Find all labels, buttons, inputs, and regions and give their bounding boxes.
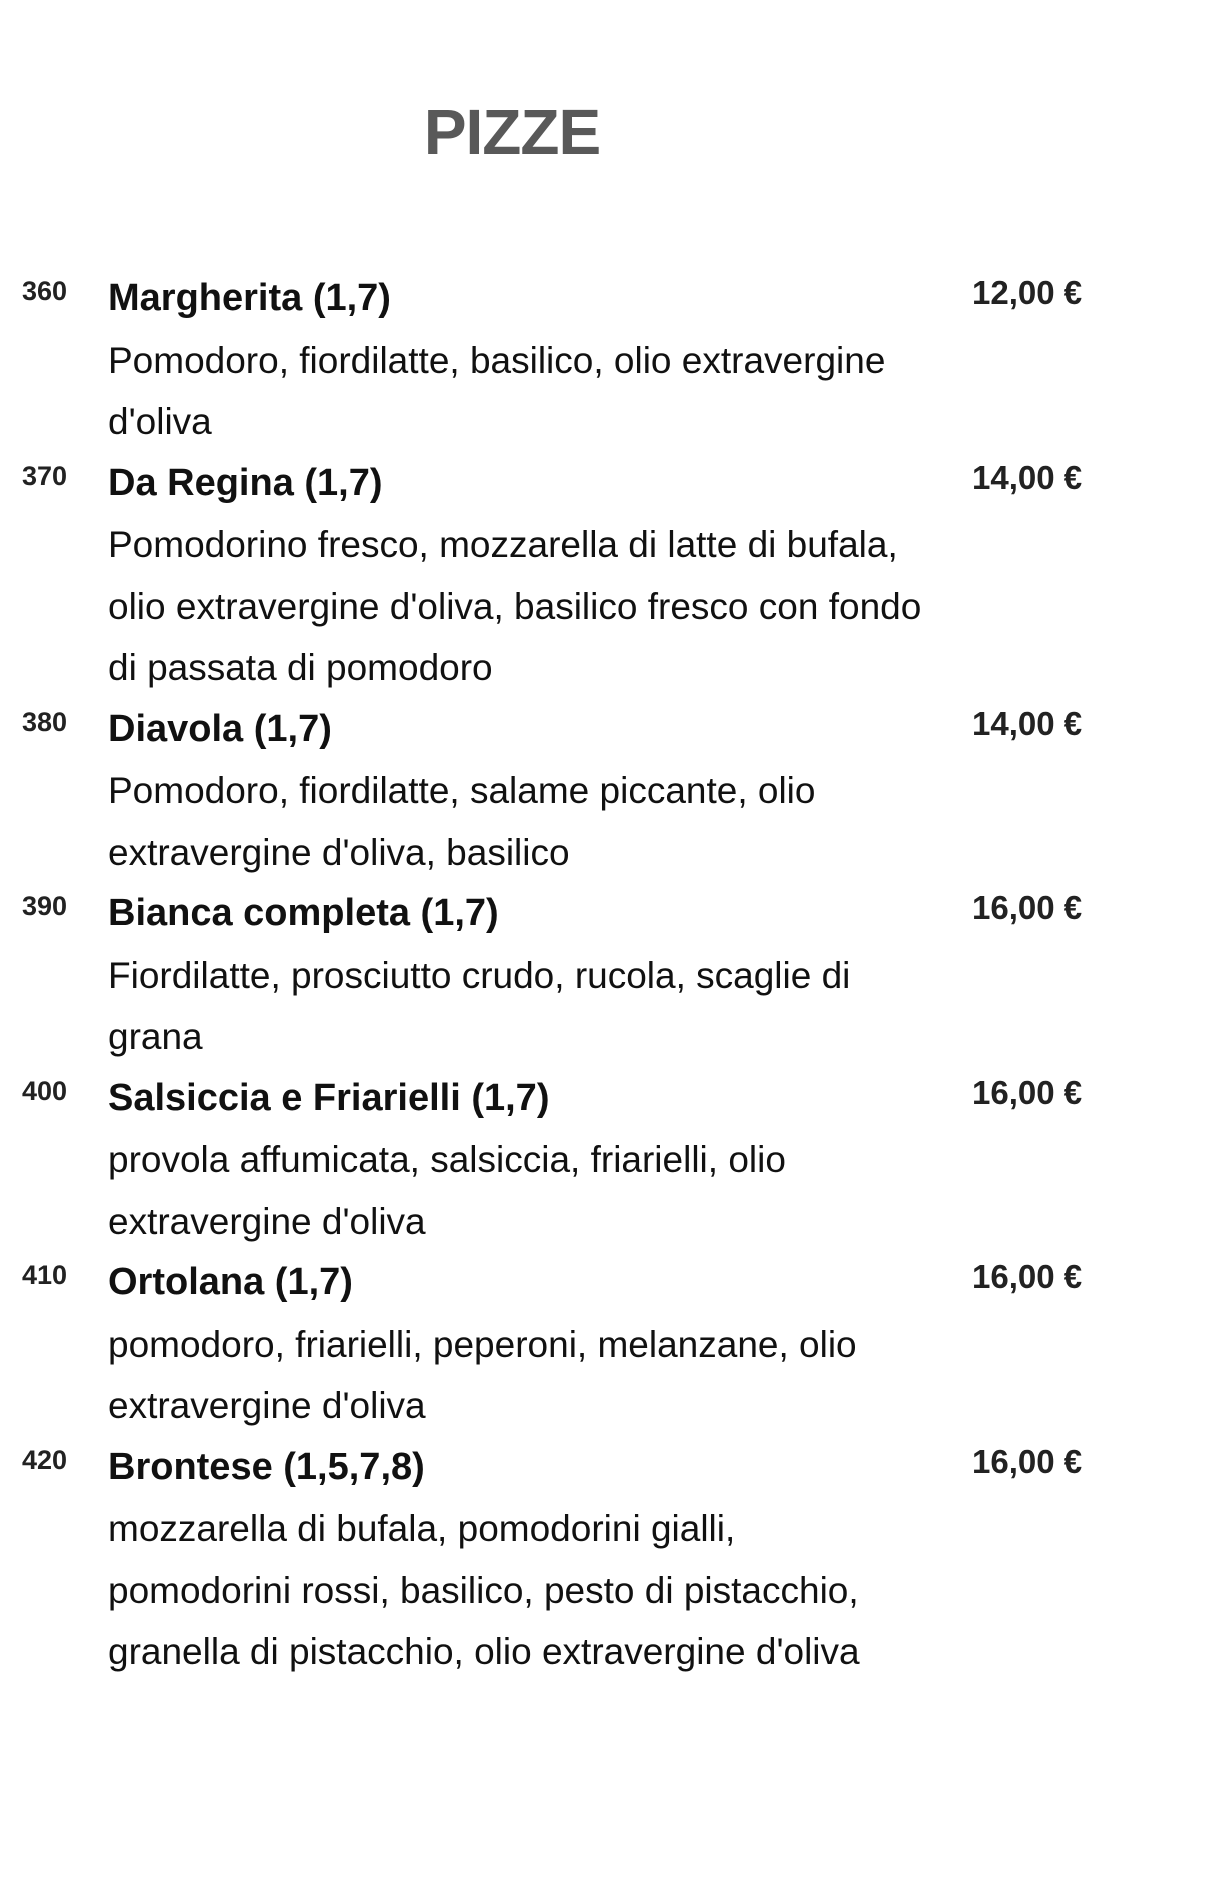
item-description: mozzarella di bufala, pomodorini gialli, pomodorini rossi, basilico, pesto di pistacchio, granella di pistacchio, olio extravergine d'oliva bbox=[108, 1508, 860, 1672]
item-name: Ortolana (1,7) bbox=[108, 1261, 353, 1303]
menu-item-diavola bbox=[0, 699, 1083, 884]
item-description: provola affumicata, salsiccia, friarielli, olio extravergine d'oliva bbox=[108, 1139, 786, 1242]
item-description: Fiordilatte, prosciutto crudo, rucola, scaglie di grana bbox=[108, 954, 851, 1057]
item-number: 400 bbox=[22, 1075, 68, 1106]
item-number: 420 bbox=[22, 1444, 68, 1475]
menu-item-salsiccia-e-friarielli bbox=[0, 1068, 1083, 1253]
item-name: Margherita (1,7) bbox=[108, 277, 391, 319]
item-description: pomodoro, friarielli, peperoni, melanzane, olio extravergine d'oliva bbox=[108, 1323, 857, 1426]
item-description: Pomodorino fresco, mozzarella di latte di bufala, olio extravergine d'oliva, basilico fresco con fondo di passata di pomodoro bbox=[108, 524, 922, 688]
item-number: 390 bbox=[22, 891, 68, 921]
item-number: 360 bbox=[22, 276, 68, 306]
item-number: 410 bbox=[22, 1260, 68, 1290]
item-price: 16,00 € bbox=[972, 1258, 1083, 1295]
menu-item-brontese bbox=[0, 1437, 1083, 1683]
item-description: Pomodoro, fiordilatte, salame piccante, olio extravergine d'oliva, basilico bbox=[108, 770, 816, 873]
menu-item-margherita bbox=[0, 268, 1083, 453]
item-price: 16,00 € bbox=[972, 1073, 1083, 1111]
item-name: Diavola (1,7) bbox=[108, 707, 332, 750]
item-name: Salsiccia e Friarielli (1,7) bbox=[108, 1076, 550, 1119]
item-name: Bianca completa (1,7) bbox=[108, 892, 499, 934]
menu-item-bianca-completa bbox=[0, 883, 1083, 1068]
menu-list bbox=[0, 268, 1212, 1683]
item-price: 12,00 € bbox=[972, 274, 1083, 311]
item-price: 16,00 € bbox=[972, 889, 1083, 926]
menu-item-da-regina bbox=[0, 453, 1083, 699]
item-number: 380 bbox=[22, 706, 68, 737]
item-description: Pomodoro, fiordilatte, basilico, olio extravergine d'oliva bbox=[108, 339, 886, 442]
item-name: Brontese (1,5,7,8) bbox=[108, 1445, 425, 1488]
menu-item-ortolana bbox=[0, 1252, 1083, 1437]
item-name: Da Regina (1,7) bbox=[108, 461, 383, 504]
item-number: 370 bbox=[22, 460, 68, 491]
page-title: PIZZE bbox=[423, 96, 601, 168]
item-price: 14,00 € bbox=[972, 458, 1083, 496]
item-price: 14,00 € bbox=[972, 704, 1083, 742]
item-price: 16,00 € bbox=[972, 1442, 1083, 1480]
